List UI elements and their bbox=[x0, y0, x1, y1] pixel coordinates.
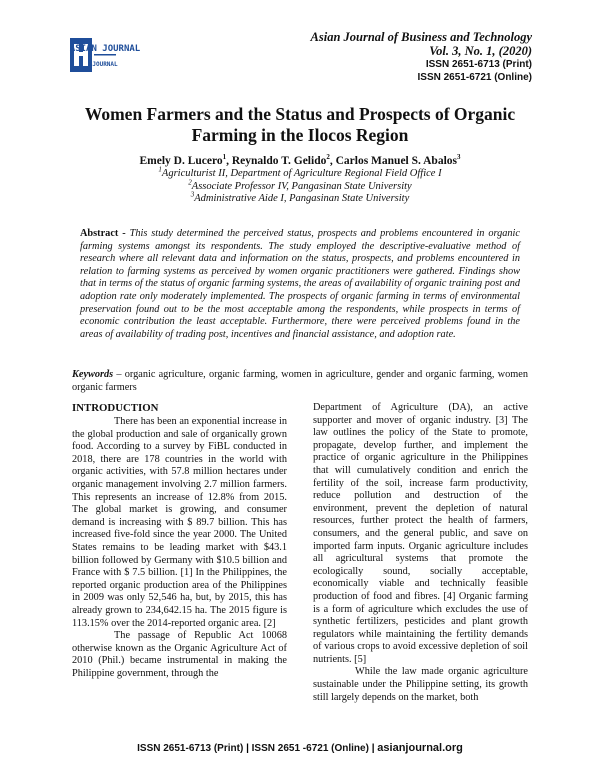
keywords bbox=[72, 369, 528, 394]
abstract bbox=[80, 228, 520, 341]
issn-print: ISSN 2651-6713 (Print) bbox=[425, 59, 532, 70]
abstract-text: This study determined the perceived status, prospects and problems encountered in organic farming systems amongst its respondents. The study employed the descriptive-evaluative method of research where all relevant data and information on the status, prospects, and problems encountered in relation to farming systems as perceived by women organic practitioners were gathered. Findings show that in terms of the status of organic farming systems, the areas of availability of organic training post and adoption rate only moderately implemented. The prospects of organic farming in terms of environmental preservation found out to be the most acceptable among the respondents, while prospects in terms of economic contribution the least acceptable. Furthermore, there were perceived problems found in the areas of availability of trading post, incentives and financial assistance, and adoption rate. bbox=[80, 228, 520, 340]
paragraph: Department of Agriculture (DA), an active supporter and mover of organic industry. [3] The law outlines the policy of the State to promote, propagate, develop further, and implement the practice of organic agriculture in the Philippines that will cumulatively condition and enrich the fertility of the soil, increase farm productivity, reduce pollution and destruction of the environment, prevent the depletion of natural resources, further protect the health of farmers, consumers, and the general public, and save on imported farm inputs. Organic agriculture includes all agricultural systems that promote the ecologically sound, socially acceptable, economically viable and technically feasible production of food and fibres. [4] Organic farming is a form of agriculture which excludes the use of synthetic fertilizers, pesticides and plant growth regulators while maintaining the fertility demands of various crops to avoid excessive depletion of soil nutrients. [5] bbox=[313, 402, 528, 665]
author-1: Emely D. Lucero bbox=[139, 155, 223, 167]
paragraph: The passage of Republic Act 10068 otherwise known as the Organic Agriculture Act of 2010 (Phil.) became instrumental in making the Philippine government, through the bbox=[72, 630, 287, 679]
journal-logo-wordmark bbox=[69, 34, 141, 74]
author-2: Reynaldo T. Gelido bbox=[231, 155, 327, 167]
author-1-sup: 1 bbox=[222, 153, 227, 162]
left-column bbox=[72, 402, 287, 680]
affiliation-1: $^1$Agriculturist II, Department of Agriculture Regional Field Office I bbox=[158, 165, 442, 179]
footer-separator: | bbox=[368, 743, 378, 754]
right-column bbox=[313, 402, 528, 704]
author-3: Carlos Manuel S. Abalos bbox=[335, 155, 458, 167]
journal-name: Asian Journal of Business and Technology bbox=[310, 30, 532, 44]
journal-header bbox=[311, 30, 532, 84]
svg-text:ASIAN JOURNAL: ASIAN JOURNAL bbox=[69, 44, 141, 54]
keywords-text: – organic agriculture, organic farming, women in agriculture, gender and organic farming, women organic farmers bbox=[72, 369, 528, 393]
footer-separator: | bbox=[243, 743, 252, 754]
journal-volume: Vol. 3, No. 1, (2020) bbox=[429, 44, 532, 58]
paragraph: While the law made organic agriculture sustainable under the Philippine setting, its growth still largely depends on the market, both bbox=[313, 666, 528, 703]
paragraph: There has been an exponential increase in the global production and sale of organically grown food. According to a survey by FiBL conducted in 2018, there are 178 countries in the world with organic activities, with 57.8 million hectares under organic management involving 2.7 million farmers. This represents an increase of 12.8% from 2015. The global market is growing, and consumer demand is increasing with $ 89.7 billion. This has increased five-fold since the year 2000. The United States remains to be leading market with $43.1 billion followed by Germany with $10.5 billion and France with $ 7.5 billion. [1] In the Philippines, the reported organic production area of the Philippines in 2009 was only 52,546 ha, but, by 2015, this has already grown to 234,642.15 ha. The 2015 figure is 113.15% over the 2014-reported organic area. [2] bbox=[72, 416, 287, 629]
svg-text:JOURNAL: JOURNAL bbox=[92, 61, 118, 68]
keywords-label: Keywords bbox=[72, 369, 114, 380]
author-list bbox=[60, 155, 540, 168]
affiliation-list bbox=[60, 165, 540, 206]
abstract-label: Abstract - bbox=[80, 228, 130, 239]
section-heading-introduction: INTRODUCTION bbox=[72, 402, 159, 414]
affiliation-3: $^3$Administrative Aide I, Pangasinan State University bbox=[190, 190, 410, 204]
page-footer bbox=[0, 742, 600, 754]
footer-website-link[interactable]: asianjournal.org bbox=[377, 742, 463, 754]
paper-title: Women Farmers and the Status and Prospects of Organic Farming in the Ilocos Region bbox=[84, 104, 516, 145]
author-3-sup: 3 bbox=[457, 153, 461, 162]
issn-online: ISSN 2651-6721 (Online) bbox=[417, 72, 532, 83]
author-2-sup: 2 bbox=[326, 153, 330, 162]
footer-issn-online: ISSN 2651 -6721 (Online) bbox=[251, 743, 369, 754]
author-sep: , bbox=[329, 155, 336, 167]
author-sep: , bbox=[226, 155, 232, 167]
footer-issn-print: ISSN 2651-6713 (Print) bbox=[137, 743, 244, 754]
affiliation-2: $^2$Associate Professor IV, Pangasinan State University bbox=[188, 178, 412, 192]
